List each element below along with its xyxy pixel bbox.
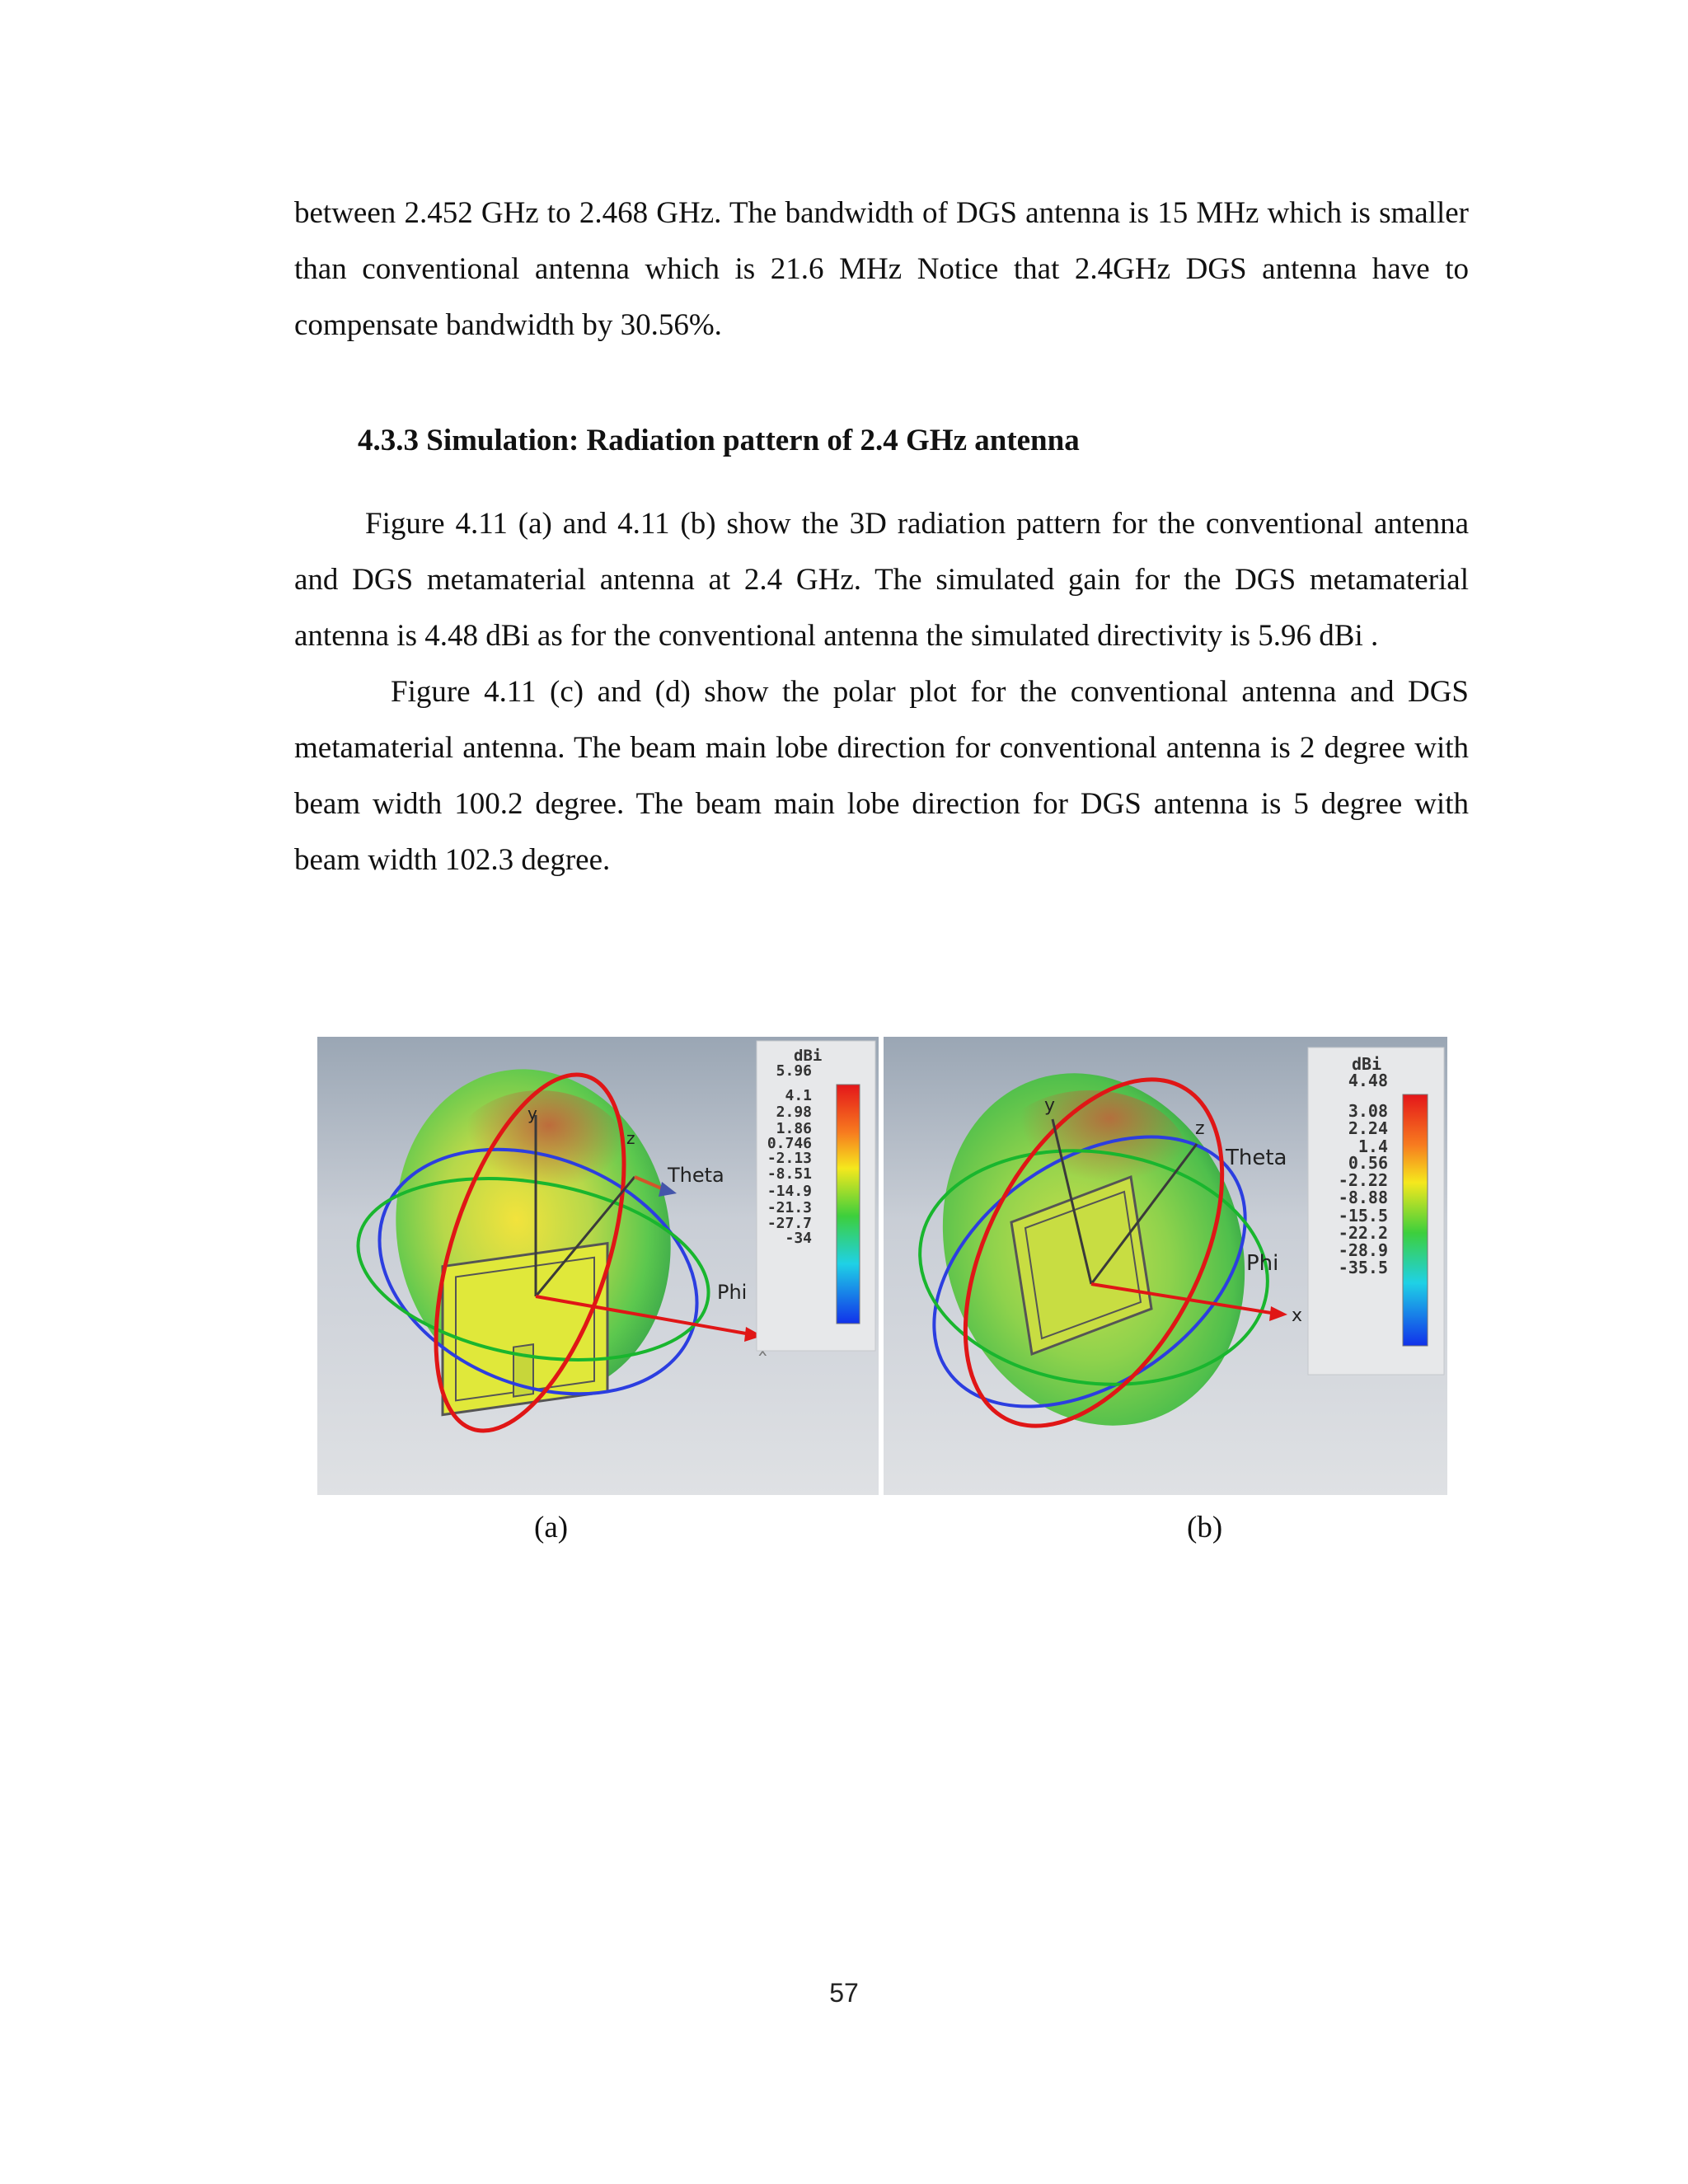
color-scale-legend-b xyxy=(1308,1047,1444,1375)
body-text-top xyxy=(294,185,1469,354)
caption-b: (b) xyxy=(1187,1511,1223,1544)
figure-b-image xyxy=(884,1037,1447,1495)
caption-a: (a) xyxy=(534,1511,569,1544)
color-bar-b xyxy=(1403,1094,1428,1346)
legend-tick-label: 0.746 xyxy=(767,1135,812,1152)
page-number: 57 xyxy=(829,1978,859,2008)
y-axis-label-a: y xyxy=(528,1104,537,1123)
legend-tick-label: 1.4 xyxy=(1357,1137,1388,1156)
legend-tick-label: 4.48 xyxy=(1348,1071,1388,1090)
legend-tick-label: 1.86 xyxy=(776,1120,812,1137)
theta-label-b: Theta xyxy=(1226,1146,1287,1170)
legend-unit-a: dBi xyxy=(794,1047,823,1065)
legend-tick-label: -8.51 xyxy=(767,1165,812,1183)
figure-a-radiation-pattern xyxy=(317,1037,879,1495)
figure-b-radiation-pattern xyxy=(884,1037,1447,1495)
legend-tick-label: -14.9 xyxy=(767,1183,812,1200)
legend-tick-label: -34 xyxy=(785,1230,812,1247)
z-axis-label-b: z xyxy=(1195,1118,1205,1139)
color-scale-legend-a xyxy=(757,1041,875,1351)
legend-tick-label: 2.24 xyxy=(1348,1118,1388,1138)
legend-tick-label: -22.2 xyxy=(1338,1223,1388,1243)
legend-tick-label: -2.13 xyxy=(767,1150,812,1167)
legend-tick-label: 4.1 xyxy=(785,1087,812,1104)
legend-tick-label: 0.56 xyxy=(1348,1153,1388,1173)
legend-unit-b: dBi xyxy=(1352,1054,1382,1074)
legend-tick-label: -15.5 xyxy=(1338,1206,1388,1226)
paragraph-polar-plot: Figure 4.11 (c) and (d) show the polar plot for the conventional antenna and DGS metamaterial antenna. The beam main lobe direction for conventional antenna is 2 degree with beam width 100.2 degree. The beam main lobe direction for DGS antenna is 5 degree with beam width 102.3 degree. xyxy=(294,675,1469,877)
legend-tick-label: -8.88 xyxy=(1338,1188,1388,1207)
legend-tick-label: 5.96 xyxy=(776,1062,812,1080)
legend-tick-label: 2.98 xyxy=(776,1104,812,1121)
color-bar-a xyxy=(837,1085,860,1324)
paragraph-3d-pattern: Figure 4.11 (a) and 4.11 (b) show the 3D radiation pattern for the conventional antenna and DGS metamaterial antenna at 2.4 GHz. The simulated gain for the DGS metamaterial antenna is 4.48 dBi as for the conventional antenna the simulated directivity is 5.96 dBi . xyxy=(294,507,1469,653)
body-text-main xyxy=(294,496,1469,888)
theta-label-a: Theta xyxy=(668,1164,724,1187)
x-axis-label-b: x xyxy=(1292,1305,1303,1326)
phi-label-b: Phi xyxy=(1246,1251,1279,1276)
section-heading: 4.3.3 Simulation: Radiation pattern of 2.4 GHz antenna xyxy=(358,424,1080,457)
figure-a-image xyxy=(317,1037,879,1495)
phi-label-a: Phi xyxy=(717,1281,748,1304)
legend-tick-label: -28.9 xyxy=(1338,1240,1388,1260)
y-axis-label-b: y xyxy=(1044,1095,1056,1116)
paragraph-bandwidth: between 2.452 GHz to 2.468 GHz. The bandwidth of DGS antenna is 15 MHz which is smaller than conventional antenna which is 21.6 MHz Notice that 2.4GHz DGS antenna have to compensate bandwidth by 30.56%. xyxy=(294,196,1469,342)
legend-tick-label: -35.5 xyxy=(1338,1258,1388,1277)
legend-tick-label: -2.22 xyxy=(1338,1170,1388,1190)
z-axis-label-a: z xyxy=(626,1128,635,1148)
legend-tick-label: -21.3 xyxy=(767,1199,812,1216)
legend-tick-label: 3.08 xyxy=(1348,1101,1388,1121)
legend-tick-label: -27.7 xyxy=(767,1215,812,1232)
